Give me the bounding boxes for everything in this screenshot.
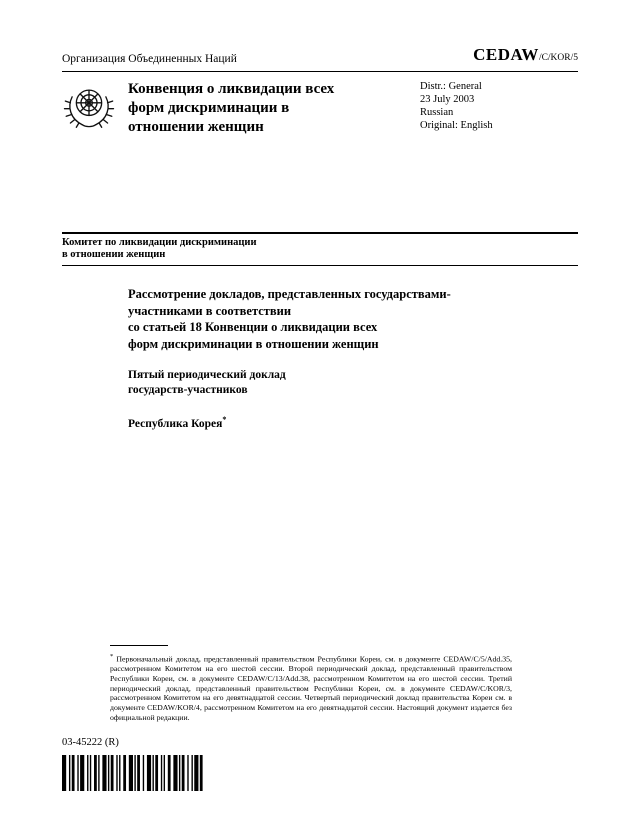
footnote-text: Первоначальный доклад, представленный правительством Республики Кореи, см. в документе CEDAW/C/5/Add.35, рассмотренном Комитетом на его шестой сессии. Второй периодический доклад, представленный правительством Республики Кореи, см. в документе CEDAW/C/13/Add.38, рассмотренном Комитетом на его шестой сессии. Третий периодический доклад, представленный правительством Республики Кореи, см. в документе CEDAW/C/KOR/3, рассмотренном Комитетом на его девятнадцатой сессии. Четвертый периодический доклад правительства Кореи см. в документе CEDAW/KOR/4, рассмотренном Комитетом на его девятнадцатой сессии. Настоящий документ издается без официальной редакции.: [110, 654, 513, 722]
report-title-line: форм дискриминации в отношении женщин: [128, 336, 379, 351]
country-name-text: Республика Корея: [128, 417, 223, 430]
convention-title-line: форм дискриминации в: [128, 100, 290, 116]
org-name: Организация Объединенных Наций: [62, 53, 237, 65]
country-footnote-marker: *: [222, 415, 227, 424]
footnote-separator: [110, 645, 168, 646]
footnote-marker: *: [110, 653, 114, 660]
report-title-line: со статьей 18 Конвенции о ликвидации всех: [128, 320, 378, 334]
footnote-paragraph: [110, 652, 512, 723]
distr-type: Distr.: General: [420, 81, 482, 92]
document-number: 03-45222 (R): [62, 737, 119, 748]
distr-original: Original: English: [420, 120, 493, 131]
distr-language: Russian: [420, 107, 454, 118]
un-emblem-icon: [62, 80, 116, 134]
document-symbol-main: CEDAW: [473, 45, 539, 64]
committee-heading-line: в отношении женщин: [62, 249, 166, 260]
report-body: [128, 286, 578, 430]
country-name: [128, 415, 578, 430]
report-title-line: Рассмотрение докладов, представленных государствами-: [128, 287, 451, 301]
report-subtitle-line: Пятый периодический доклад: [128, 369, 286, 381]
distr-date: 23 July 2003: [420, 94, 475, 105]
distribution-info: [420, 80, 578, 137]
masthead: [62, 80, 578, 137]
page-header: [62, 45, 578, 72]
committee-heading-line: Комитет по ликвидации дискриминации: [62, 237, 257, 248]
convention-title: [128, 80, 396, 137]
report-title-line: участниками в соответствии: [128, 303, 292, 318]
footnote: [110, 645, 512, 723]
report-subtitle-line: государств-участников: [128, 383, 248, 396]
barcode: [62, 755, 204, 791]
document-symbol-suffix: /C/KOR/5: [538, 53, 578, 63]
committee-heading: [62, 232, 578, 266]
convention-title-line: отношении женщин: [128, 119, 264, 135]
report-title: [128, 286, 578, 352]
convention-title-line: Конвенция о ликвидации всех: [128, 81, 335, 97]
document-symbol: [473, 45, 578, 65]
report-subtitle: [128, 368, 578, 397]
